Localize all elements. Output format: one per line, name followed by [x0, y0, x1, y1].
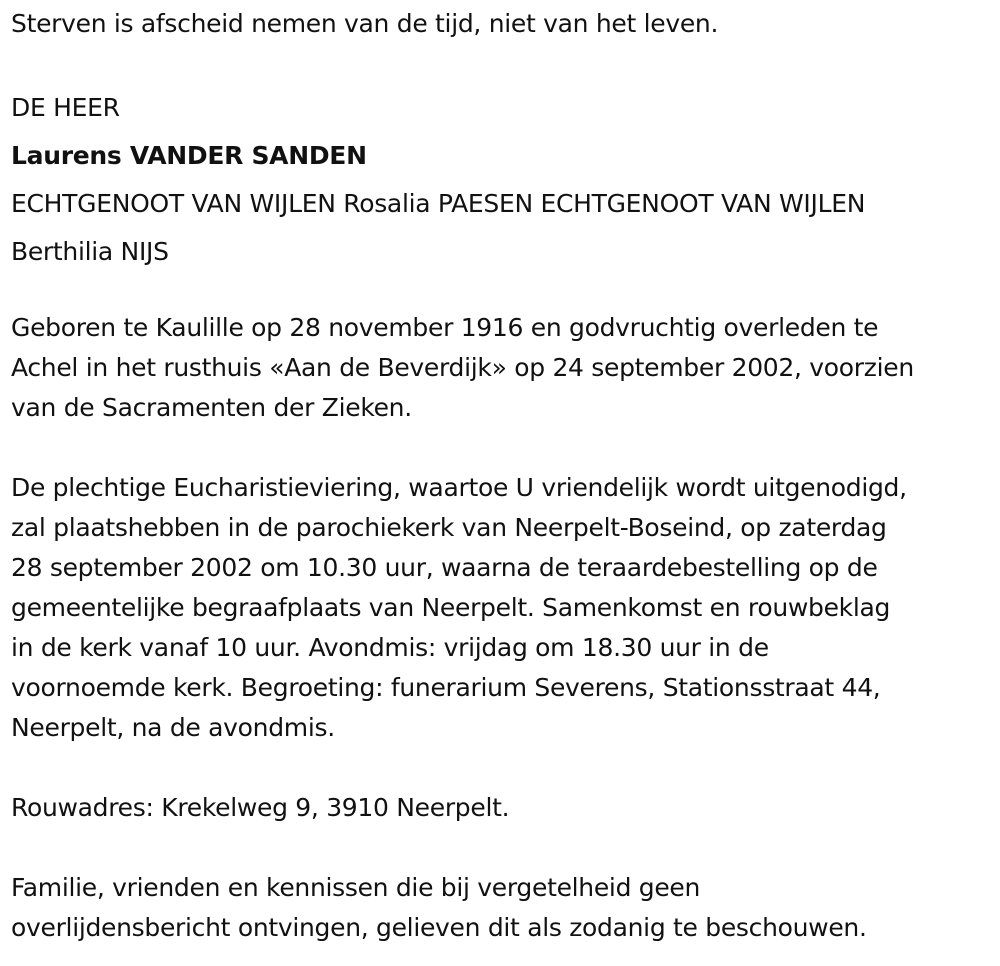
paragraph-line: Neerpelt, na de avondmis. — [11, 713, 335, 742]
honorific: DE HEER — [11, 93, 120, 122]
spacer — [11, 828, 991, 868]
spacer — [11, 44, 991, 84]
paragraph-line: Geboren te Kaulille op 28 november 1916 en godvruchtig overleden te — [11, 313, 879, 342]
paragraph-line: Achel in het rusthuis «Aan de Beverdijk» op 24 september 2002, voorzien — [11, 353, 914, 382]
obituary-notice — [11, 0, 991, 948]
paragraph-line: 28 september 2002 om 10.30 uur, waarna de teraardebestelling op de — [11, 553, 878, 582]
paragraph-line: van de Sacramenten der Zieken. — [11, 393, 412, 422]
spacer — [11, 748, 991, 788]
closing-paragraph — [11, 868, 991, 948]
ceremony-paragraph — [11, 468, 991, 748]
paragraph-line: zal plaatshebben in de parochiekerk van Neerpelt-Boseind, op zaterdag — [11, 513, 887, 542]
paragraph-line: Familie, vrienden en kennissen die bij vergetelheid geen — [11, 873, 701, 902]
deceased-name: Laurens VANDER SANDEN — [11, 141, 367, 170]
spacer — [11, 428, 991, 468]
birth-death-paragraph — [11, 308, 991, 428]
spouse-line-2: Berthilia NIJS — [11, 237, 169, 266]
paragraph-line: gemeentelijke begraafplaats van Neerpelt. Samenkomst en rouwbeklag — [11, 593, 891, 622]
paragraph-line: in de kerk vanaf 10 uur. Avondmis: vrijdag om 18.30 uur in de — [11, 633, 769, 662]
mourning-address: Rouwadres: Krekelweg 9, 3910 Neerpelt. — [11, 793, 510, 822]
motto: Sterven is afscheid nemen van de tijd, niet van het leven. — [11, 9, 719, 38]
spacer — [11, 276, 991, 308]
paragraph-line: De plechtige Eucharistieviering, waartoe U vriendelijk wordt uitgenodigd, — [11, 473, 907, 502]
spouse-line-1: ECHTGENOOT VAN WIJLEN Rosalia PAESEN ECHTGENOOT VAN WIJLEN — [11, 189, 866, 218]
paragraph-line: voornoemde kerk. Begroeting: funerarium Severens, Stationsstraat 44, — [11, 673, 881, 702]
paragraph-line: overlijdensbericht ontvingen, gelieven dit als zodanig te beschouwen. — [11, 913, 867, 942]
